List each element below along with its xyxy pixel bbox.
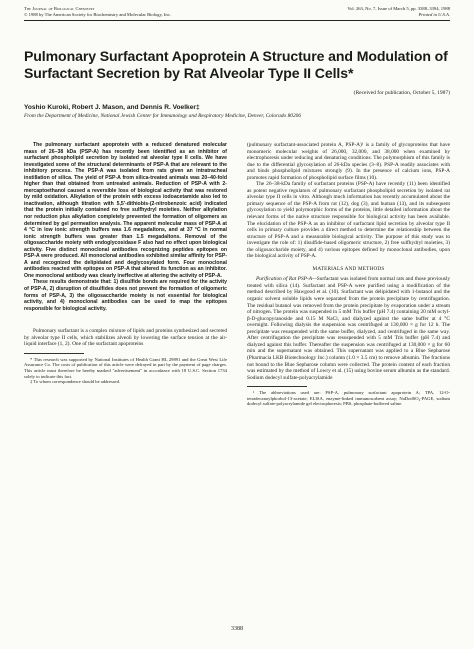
body-paragraph: Pulmonary surfactant is a complex mixture of lipids and proteins synthesized and secreted by alveolar type II cells, which stabilizes alveoli by lowering the surface tension at the air-liquid interface (1, 2). One of the surfactant apoproteins [24, 328, 227, 348]
right-column [247, 142, 450, 407]
footnote-rule [247, 386, 307, 387]
running-header-right [347, 6, 450, 17]
volume-info: Vol. 263, No. 7, Issue of March 5, pp. 3388–3394, 1988 [347, 6, 450, 11]
footnote: ‡ To whom correspondence should be addressed. [30, 379, 121, 385]
running-header-left [24, 6, 171, 17]
methods-text [247, 276, 450, 381]
abstract-paragraph: The pulmonary surfactant apoprotein with a reduced denatured molecular mass of 26–38 kDa (PSP-A) has recently been identified as an inhibitor of surfactant phospholipid secretion by isolated rat alveolar type II cells. We have investigated some of the structural determinants of PSP-A that are relevant to the inhibitory process. The PSP-A was isolated from rats given an intratracheal instillation of silica. The yield of PSP-A from silica-treated animals was 20–40-fold higher than that obtained from untreated animals. Reduction of PSP-A with 2-mercaptoethanol caused a reversible loss of biological activity that was restored by mild oxidation. Alkylation of the protein with excess iodoacetamide also led to inactivation, although titration with 5,5′-dithiobis-(2-nitrobenzoic acid) indicated that the protein initially contained no free sulfhydryl moieties. Neither alkylation nor reduction plus alkylation completely prevented the formation of oligomers as determined by gel permeation analysis. The apparent molecular mass of PSP-A at 4 °C in low ionic strength buffers was 1.6 megadaltons, and at 37 °C in normal ionic strength buffers was greater than 1.5 megadaltons. Removal of the oligosaccharide moiety with endoglycosidase F also had no effect upon biological activity. Five distinct monoclonal antibodies recognizing peptides epitopes on PSP-A were produced. All monoclonal antibodies exhibited similar affinity for PSP-A and recognized the delipidated and deglycosylated form. Four monoclonal antibodies reacted with epitopes on PSP-A that altered its function as an inhibitor. One monoclonal antibody was clearly ineffective at altering the activity of PSP-A. [24, 142, 227, 279]
header-rule [24, 20, 450, 21]
author-list: Yoshio Kuroki, Robert J. Mason, and Dennis R. Voelker‡ [24, 104, 200, 111]
intro-text-continued [247, 142, 450, 260]
page-number: 3388 [231, 626, 243, 632]
printed-in: Printed in U.S.A. [418, 11, 450, 17]
abbreviations-footnote: ¹ The abbreviations used are: PSP-A, pulmonary surfactant apoprotein A; TPA, 12-O-tetradecanoylphorbol-13-acetate; ELISA, enzyme-linked immunosorbent assay; NaDodSO₄-PAGE, sodium dodecyl sulfate-polyacrylamide gel electrophoresis; PBS, phosphate-buffered saline. [247, 390, 450, 407]
methods-paragraph [247, 276, 450, 381]
body-paragraph: (pulmonary surfactant-associated protein A, PSP-A)¹ is a family of glycoproteins that have monomeric molecular weights of 26,000, 32,000, and 38,000 when examined by electrophoresis under reducing and denaturing conditions. The polymorphism of this family is due to the differential glycosylation of 26-kDa species (3–8). PSP-A readily associates with and binds phospholipid mixtures strongly (9). In the presence of calcium ions, PSP-A promotes rapid formation of phospholipid surface films (10). [247, 142, 450, 181]
abstract-paragraph: These results demonstrate that: 1) disulfide bonds are required for the activity of PSP-A, 2) disruption of disulfides does not prevent the formation of oligomeric forms of PSP-A, 3) the oligosaccharide moiety is not essential for biological activity, and 4) monoclonal antibodies can be used to map the epitopes responsible for biological activity. [24, 279, 227, 312]
abstract [24, 142, 227, 312]
affiliation: From the Department of Medicine, National Jewish Center for Immunology and Respiratory Medicine, Denver, Colorado 80206 [24, 113, 302, 119]
section-heading: MATERIALS AND METHODS [312, 265, 385, 272]
subsection-runin: Purification of Rat PSP-A— [256, 276, 317, 283]
article-title: Pulmonary Surfactant Apoprotein A Structure and Modulation of Surfactant Secretion by Rat Alveolar Type II Cells* [24, 48, 448, 81]
journal-name: The Journal of Biological Chemistry [24, 6, 95, 11]
intro-text [24, 328, 227, 348]
footnote-rule [24, 353, 84, 354]
copyright-line: © 1988 by The American Society for Biochemistry and Molecular Biology, Inc. [24, 11, 171, 17]
body-paragraph: The 26–38-kDa family of surfactant proteins (PSP-A) have recently (11) been identified as potent negative regulators of pulmonary surfactant phospholipid secretion by isolated rat alveolar type II cells in vitro. Although much information has recently accumulated about the primary sequence of the PSP-A from rat (12), dog (3), and human (13), and its subsequent glycosylation to yield polymorphic forms of the proteins, little detailed information about the relevant forms of the native structure responsible for biological activity has been available. The elucidation of the PSP-A as an inhibitor of surfactant lipid secretion by alveolar type II cells in primary culture provides a direct method to determine the relationship between the structure of PSP-A and a measurable biological activity. The purpose of this study was to investigate the role of: 1) disulfide-based oligomeric structure, 2) free sulfhydryl moieties, 3) the oligosaccharide moiety, and 4) various epitopes defined by monoclonal antibodies, upon the biological activity of PSP-A. [247, 181, 450, 260]
left-column [24, 142, 227, 385]
methods-body: Surfactant was isolated from normal rats and those previously treated with silica (14). Surfactant and PSP-A were purified using a modification of the method described by Hawgood et al. (10). Surfactant was delipidated with 1-butanol and the organic solvent soluble lipids were separated from the protein precipitate by centrifugation. The residual butanol was removed from the protein precipitate by evaporation under a stream of nitrogen. The protein was suspended in 5 mM Tris buffer (pH 7.4) containing 20 mM octyl-β-D-glucopyranoside and 0.15 M NaCl, and dialyzed against the same buffer at 4 °C overnight. Following dialysis the suspension was centrifuged at 130,000 × g for 12 h. The precipitate was resuspended with the same buffer, dialyzed, and centrifuged in the same way. After centrifugation the precipitate was resuspended with 5 mM Tris buffer (pH 7.4) and dialyzed against this buffer. Thereafter the suspension was centrifuged at 130,000 × g for 60 min and the supernatant was obtained. This supernatant was applied to a Blue Sepharose (Pharmacia LKB Biotechnology Inc.) column (1.0 × 3.5 cm) to remove albumin. The fractions not bound to the Blue Sepharose column were collected. The protein content of each fraction was estimated by the method of Lowry et al. (15) using bovine serum albumin as the standard. Sodium dodecyl sulfate-polyacrylamide [247, 276, 450, 381]
received-date: (Received for publication, October 5, 1987) [353, 90, 450, 96]
footnote: * This research was supported by National Institutes of Health Grant HL 29891 and the Great West Life Assurance Co. The costs of publication of this article were defrayed in part by the payment of page charges. This article must therefore be hereby marked "advertisement" in accordance with 18 U.S.C. Section 1734 solely to indicate this fact. [24, 356, 227, 379]
